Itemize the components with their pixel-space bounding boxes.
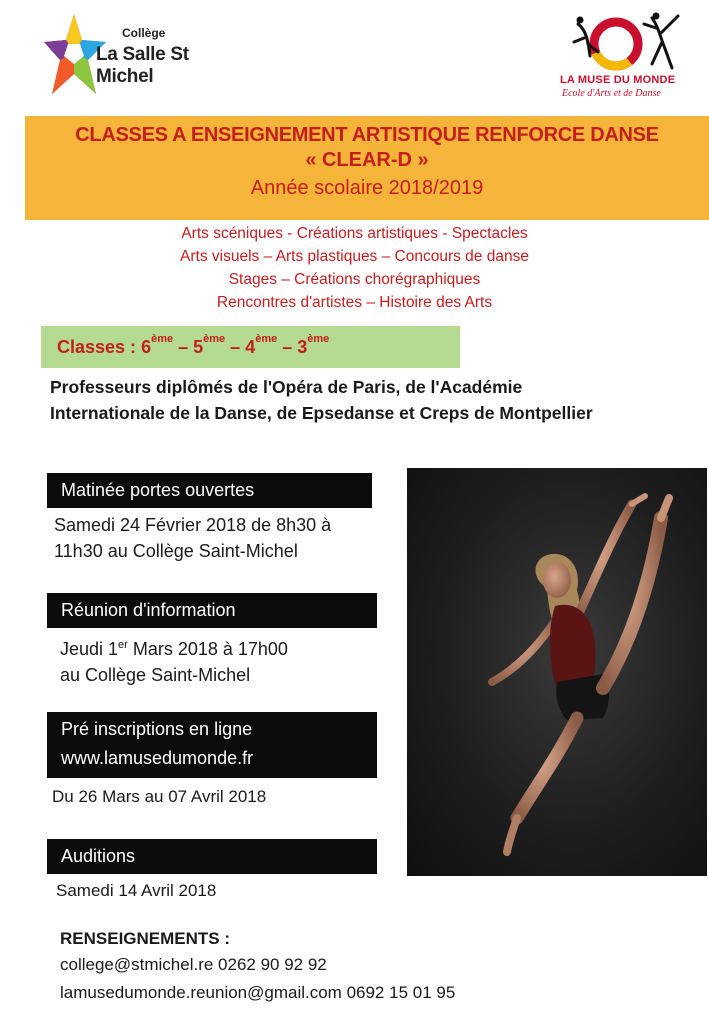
auditions-date: Samedi 14 Avril 2018	[56, 881, 217, 900]
grade-number: 4	[245, 337, 256, 357]
activity-line: Arts scéniques - Créations artistiques - Spectacles	[181, 225, 528, 242]
open-day-date: Samedi 24 Février 2018 de 8h30 à	[54, 515, 332, 535]
info-meeting-header	[47, 593, 377, 628]
program-acronym: « CLEAR-D »	[305, 149, 429, 171]
dancer-photo	[407, 468, 707, 876]
dancers-circle-icon	[568, 12, 688, 72]
contact-college[interactable]: college@stmichel.re 0262 90 92 92	[60, 955, 327, 974]
logo-school-name: La Salle St Michel	[96, 44, 189, 87]
info-meeting-date-rest: Mars 2018 à 17h00	[127, 639, 288, 659]
grade-number: 6	[141, 337, 152, 357]
contact-title: RENSEIGNEMENTS :	[60, 929, 231, 948]
activity-line: Stages – Créations chorégraphiques	[228, 271, 481, 288]
grade-separator: –	[277, 337, 298, 357]
open-day-details	[54, 512, 331, 564]
preregistration-dates: Du 26 Mars au 07 Avril 2018	[52, 787, 267, 806]
logo-muse-subtitle: Ecole d'Arts et de Danse	[562, 88, 661, 99]
activity-line: Rencontres d'artistes – Histoire des Arts	[216, 294, 493, 311]
logo-muse-title: LA MUSE DU MONDE	[560, 74, 676, 86]
dancer-figure-icon	[407, 468, 707, 876]
grade-suffix: ème	[203, 333, 226, 345]
title-banner	[25, 116, 709, 220]
muse-du-monde-logo	[560, 12, 700, 104]
classes-label	[57, 333, 330, 358]
preregistration-header	[47, 712, 377, 778]
college-logo	[44, 12, 244, 102]
info-meeting-date	[60, 632, 288, 662]
school-year: Année scolaire 2018/2019	[250, 177, 484, 199]
classes-bar	[41, 326, 460, 368]
ordinal-suffix: er	[118, 639, 128, 651]
professors-line: Professeurs diplômés de l'Opéra de Paris, de l'Académie	[50, 377, 523, 397]
professors-line: Internationale de la Danse, de Epsedanse et Creps de Montpellier	[50, 403, 593, 423]
grade-suffix: ème	[151, 333, 174, 345]
auditions-title: Auditions	[61, 846, 136, 866]
info-meeting-place: au Collège Saint-Michel	[60, 665, 251, 685]
preregistration-url[interactable]: www.lamusedumonde.fr	[61, 748, 254, 768]
grade-separator: –	[173, 337, 194, 357]
logo-college-label: Collège	[122, 26, 166, 40]
activity-line: Arts visuels – Arts plastiques – Concours de danse	[180, 248, 529, 265]
open-day-title: Matinée portes ouvertes	[61, 480, 255, 500]
open-day-place: 11h30 au Collège Saint-Michel	[54, 541, 298, 561]
grade-number: 3	[297, 337, 308, 357]
grade-suffix: ème	[255, 333, 278, 345]
professors-statement	[50, 374, 700, 426]
info-meeting-date-day: Jeudi 1	[60, 639, 119, 659]
info-meeting-details	[60, 632, 288, 688]
grade-separator: –	[225, 337, 246, 357]
preregistration-title: Pré inscriptions en ligne	[61, 719, 253, 739]
auditions-header	[47, 839, 377, 874]
contact-muse[interactable]: lamusedumonde.reunion@gmail.com 0692 15 01 95	[60, 983, 456, 1002]
program-title: CLASSES A ENSEIGNEMENT ARTISTIQUE RENFORCE DANSE	[75, 124, 659, 146]
grade-suffix: ème	[307, 333, 330, 345]
classes-prefix: Classes :	[57, 337, 142, 357]
grade-number: 5	[193, 337, 204, 357]
open-day-header	[47, 473, 372, 508]
info-meeting-title: Réunion d'information	[61, 600, 236, 620]
